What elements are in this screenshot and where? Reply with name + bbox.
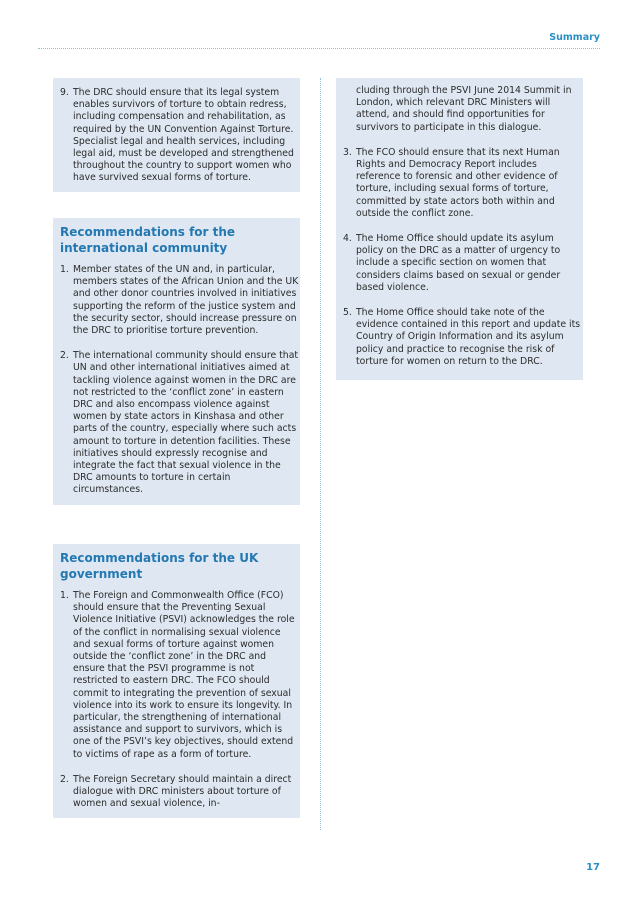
item-number: 1.: [60, 264, 69, 275]
recommendation-item: [343, 233, 583, 294]
header-divider: [38, 48, 600, 49]
item-text: The FCO should ensure that its next Human Rights and Democracy Report includes reference to forensic and other evidence of torture, including sexual forms of torture, committed by state actors both within and outside the conflict zone.: [356, 146, 560, 219]
item-number: 9.: [60, 87, 69, 98]
recommendation-item: [60, 264, 300, 337]
item-text: The DRC should ensure that its legal system enables survivors of torture to obtain redress, including compensation and rehabilitation, as required by the UN Convention Against Torture. Specialist legal and health services, including legal aid, must be developed and strengthened throughout the country to support women who have survived sexual forms of torture.: [73, 87, 294, 184]
section-title: Recommendations for the UK government: [60, 551, 259, 581]
item-text: The Home Office should take note of the evidence contained in this report and update its Country of Origin Information and its asylum policy and practice to recognise the risk of torture for women on return to the DRC.: [356, 307, 581, 367]
recommendation-item: [60, 87, 300, 185]
uk-recommendations-box: [53, 544, 300, 818]
item-number: 5.: [343, 307, 352, 319]
item-text: Member states of the UN and, in particular, members states of the African Union and the UK and other donor countries involved in initiatives supporting the reform of the justice system and the security sector, should increase pressure on the DRC to prioritise torture prevention.: [73, 264, 299, 337]
page-number: 17: [586, 862, 600, 873]
recommendation-item: [343, 307, 583, 368]
item-text: The international community should ensure that UN and other international initiatives aimed at tackling violence against women in the DRC are not restricted to the ‘conflict zone’ in eastern DRC and also encompass violence against women by state actors in Kinshasa and other parts of the country, especially where such acts amount to torture in detention facilities. These initiatives should expressly recognise and integrate the fact that sexual violence in the DRC amounts to torture in certain circumstances.: [73, 350, 299, 496]
section-label: Summary: [549, 32, 600, 43]
intro-recommendation-box: [53, 78, 300, 192]
uk-recommendations-continued-box: [336, 78, 583, 380]
continued-text: cluding through the PSVI June 2014 Summit in London, which relevant DRC Ministers will attend, and should find opportunities for survivors to participate in this dialogue.: [356, 85, 572, 133]
recommendation-item: [60, 590, 300, 761]
item-text: The Foreign and Commonwealth Office (FCO) should ensure that the Preventing Sexual Violence Initiative (PSVI) acknowledges the role of the conflict in normalising sexual violence and sexual forms of torture against women outside the ‘conflict zone’ in the DRC and ensure that the PSVI programme is not restricted to eastern DRC. The FCO should commit to integrating the prevention of sexual violence into its work to ensure its longevity. In particular, the strengthening of international assistance and support to survivors, which is one of the PSVI’s key objectives, should extend to victims of rape as a form of torture.: [73, 590, 295, 760]
international-recommendations-box: [53, 218, 300, 505]
item-text: The Home Office should update its asylum policy on the DRC as a matter of urgency to include a specific section on women that considers claims based on sexual or gender based violence.: [356, 233, 561, 293]
item-number: 4.: [343, 233, 352, 245]
item-number: 3.: [343, 146, 352, 158]
column-divider: [320, 78, 321, 830]
recommendation-item: [343, 147, 583, 220]
section-title: Recommendations for the international community: [60, 225, 236, 255]
item-text: The Foreign Secretary should maintain a direct dialogue with DRC ministers about torture of women and sexual violence, in-: [73, 773, 292, 810]
recommendation-item: [60, 774, 300, 811]
recommendation-item: [60, 350, 300, 496]
item-number: 1.: [60, 590, 69, 601]
item-number: 2.: [60, 350, 69, 362]
item-number: 2.: [60, 773, 69, 785]
